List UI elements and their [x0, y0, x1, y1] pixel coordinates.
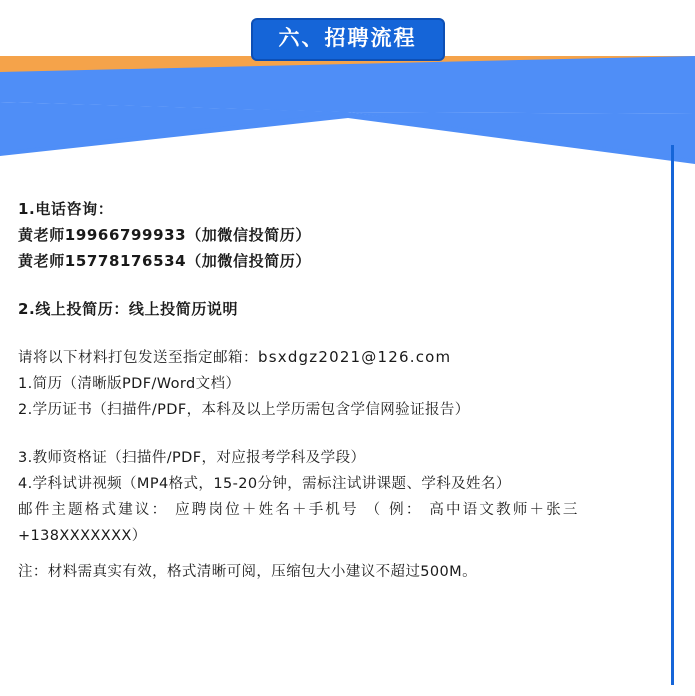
- section-1-heading: 1.电话咨询：: [18, 200, 114, 218]
- note-line: 注：材料需真实有效，格式清晰可阅，压缩包大小建议不超过500M。: [18, 564, 477, 580]
- section-2-heading: 2.线上投简历：线上投简历说明: [18, 300, 239, 318]
- material-item-4: 4.学科试讲视频（MP4格式，15-20分钟，需标注试讲课题、学科及姓名）: [18, 476, 511, 492]
- email-intro-text: 请将以下材料打包发送至指定邮箱：: [18, 350, 258, 366]
- page-title: 六、招聘流程: [251, 18, 445, 61]
- material-item-2: 2.学历证书（扫描件/PDF，本科及以上学历需包含学信网验证报告）: [18, 402, 470, 418]
- material-item-1: 1.简历（清晰版PDF/Word文档）: [18, 376, 241, 392]
- email-address: bsxdgz2021@126.com: [258, 348, 452, 366]
- spacer-2: [18, 322, 666, 344]
- email-instruction-line: [18, 344, 666, 371]
- subject-rule-line-2: +138XXXXXXX）: [18, 528, 147, 544]
- phone-line-1: 黄老师19966799933（加微信投简历）: [18, 226, 312, 244]
- phone-line-2: 黄老师15778176534（加微信投简历）: [18, 252, 312, 270]
- banner-shapes: [0, 56, 695, 171]
- document-body: [18, 196, 666, 585]
- subject-rule-line-1: 邮件主题格式建议： 应聘岗位＋姓名＋手机号 （ 例： 高中语文教师＋张三: [18, 502, 580, 518]
- spacer-4: [18, 549, 666, 559]
- right-vertical-rule: [671, 145, 674, 685]
- page-title-container: [0, 18, 695, 61]
- decorative-banner: [0, 56, 695, 171]
- spacer-3: [18, 423, 666, 445]
- material-item-3: 3.教师资格证（扫描件/PDF，对应报考学科及学段）: [18, 450, 366, 466]
- spacer-1: [18, 274, 666, 296]
